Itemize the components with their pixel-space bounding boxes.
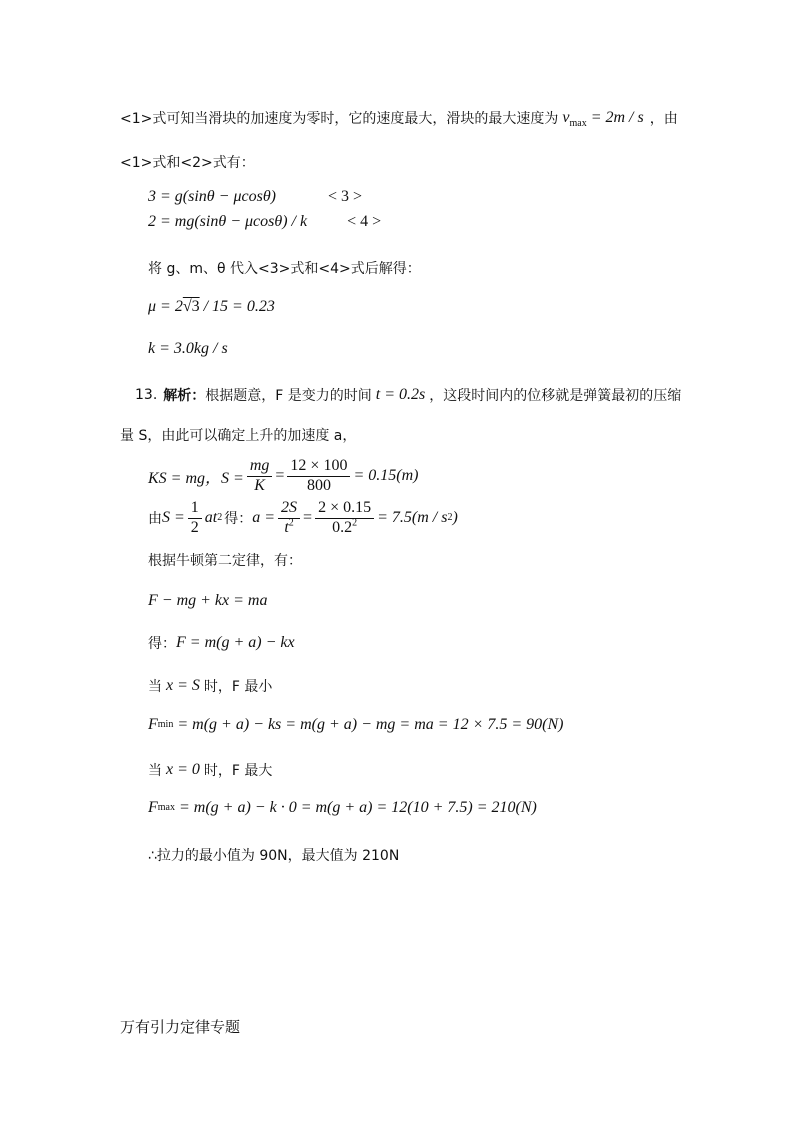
text: ，这段时间内的位移就是弹簧最初的压缩 (429, 388, 682, 404)
fraction (247, 458, 273, 495)
equation-a: 由 S = $\frac{1}{2}$ at 2 得： a = $\frac{2S}{t^2}$ = $\frac{2 \times 0.15}{0.2^2}$ = 7.5(m / s 2 ) (148, 499, 458, 536)
denominator: 800 (306, 476, 331, 494)
exponent: 2 (352, 517, 358, 529)
fraction (315, 500, 374, 537)
condition-expr: x = 0 (166, 761, 200, 778)
equation-S (148, 458, 418, 495)
numerator: 12 × 100 (287, 458, 350, 477)
time-expr: t = 0.2s (375, 386, 426, 403)
denominator: 2 (190, 518, 199, 536)
eq-part: a = (252, 509, 276, 527)
substitution-text: 将 g、m、θ 代入<3>式和<4>式后解得： (148, 261, 421, 277)
eq-part: KS = mg，S = (148, 469, 244, 487)
text: 得： (224, 511, 253, 528)
equation-tag: < 4 > (347, 213, 382, 230)
result-end: ) (452, 509, 458, 527)
max-subscript: max (569, 118, 587, 130)
v-symbol: v (562, 109, 570, 126)
max-condition (148, 760, 272, 780)
numerator: 2S (278, 500, 300, 519)
numerator: mg (247, 458, 273, 477)
denominator: 0.2 (332, 518, 353, 536)
F-symbol: F (148, 716, 158, 733)
equation-Fmax: F max = m(g + a) − k · 0 = m(g + a) = 12(10 + 7.5) = 210(N) (148, 799, 537, 816)
sqrt-value: √3 (182, 298, 200, 315)
text: 当 (148, 763, 162, 779)
denominator: t (284, 518, 289, 536)
fraction (278, 500, 300, 537)
mu-result (148, 298, 275, 316)
denominator: K (254, 476, 265, 494)
problem-13-cont: 量 S，由此可以确定上升的加速度 a， (120, 428, 357, 444)
analysis-label: 解析： (163, 388, 206, 404)
k-result: k = 3.0kg / s (148, 340, 228, 357)
problem-number: 13. (135, 387, 158, 403)
paragraph-vmax (120, 108, 678, 128)
text: 时，F 最大 (203, 763, 273, 779)
vmax-symbol (562, 109, 587, 130)
mu-lhs: μ = 2 (148, 298, 183, 315)
F-symbol: F (148, 799, 158, 816)
prefix: 由 (148, 511, 162, 528)
text: 时，F 最小 (203, 679, 273, 695)
mu-rhs: / 15 = 0.23 (203, 298, 275, 315)
numerator: 1 (188, 500, 202, 519)
eq-expr: = m(g + a) − k · 0 = m(g + a) = 12(10 + 7.5) = 210(N) (179, 799, 537, 816)
equation-F (148, 633, 295, 653)
eq-expr: = m(g + a) − ks = m(g + a) − mg = ma = 12 × 7.5 = 90(N) (177, 716, 564, 733)
numerator: 2 × 0.15 (315, 500, 374, 519)
equals: = (303, 509, 313, 527)
equation-newton: F − mg + kx = ma (148, 592, 268, 609)
result: = 7.5(m / s (377, 509, 448, 527)
problem-13-header (135, 385, 681, 405)
conclusion: ∴拉力的最小值为 90N，最大值为 210N (148, 848, 400, 864)
newton-law-text: 根据牛顿第二定律，有： (148, 553, 302, 569)
text: ，由 (649, 111, 678, 127)
text: 根据题意，F 是变力的时间 (205, 388, 372, 404)
result: = 0.15(m) (353, 467, 419, 485)
paragraph-eqs-intro: <1>式和<2>式有： (120, 155, 255, 171)
equation-expr: 2 = mg(sinθ − μcosθ) / k (148, 213, 308, 230)
fraction (188, 500, 202, 537)
min-condition (148, 676, 272, 696)
equation-expr: 3 = g(sinθ − μcosθ) (148, 188, 276, 205)
equation-4 (148, 213, 381, 231)
text: <1>式可知当滑块的加速度为零时，它的速度最大，滑块的最大速度为 (120, 111, 559, 127)
equation-tag: < 3 > (328, 188, 363, 205)
vmax-value: = 2m / s (590, 109, 644, 126)
condition-expr: x = S (166, 677, 200, 694)
eq-part: S = (162, 509, 185, 527)
exponent: 2 (288, 517, 294, 529)
section-heading: 万有引力定律专题 (120, 1018, 241, 1036)
text: 当 (148, 679, 162, 695)
equals: = (275, 467, 285, 485)
equation-Fmin: F min = m(g + a) − ks = m(g + a) − mg = ma = 12 × 7.5 = 90(N) (148, 716, 564, 733)
equation-3 (148, 188, 362, 206)
eq-part: at (204, 509, 218, 527)
prefix: 得： (148, 636, 176, 652)
eq-expr: F = m(g + a) − kx (176, 634, 295, 651)
fraction (287, 458, 350, 495)
